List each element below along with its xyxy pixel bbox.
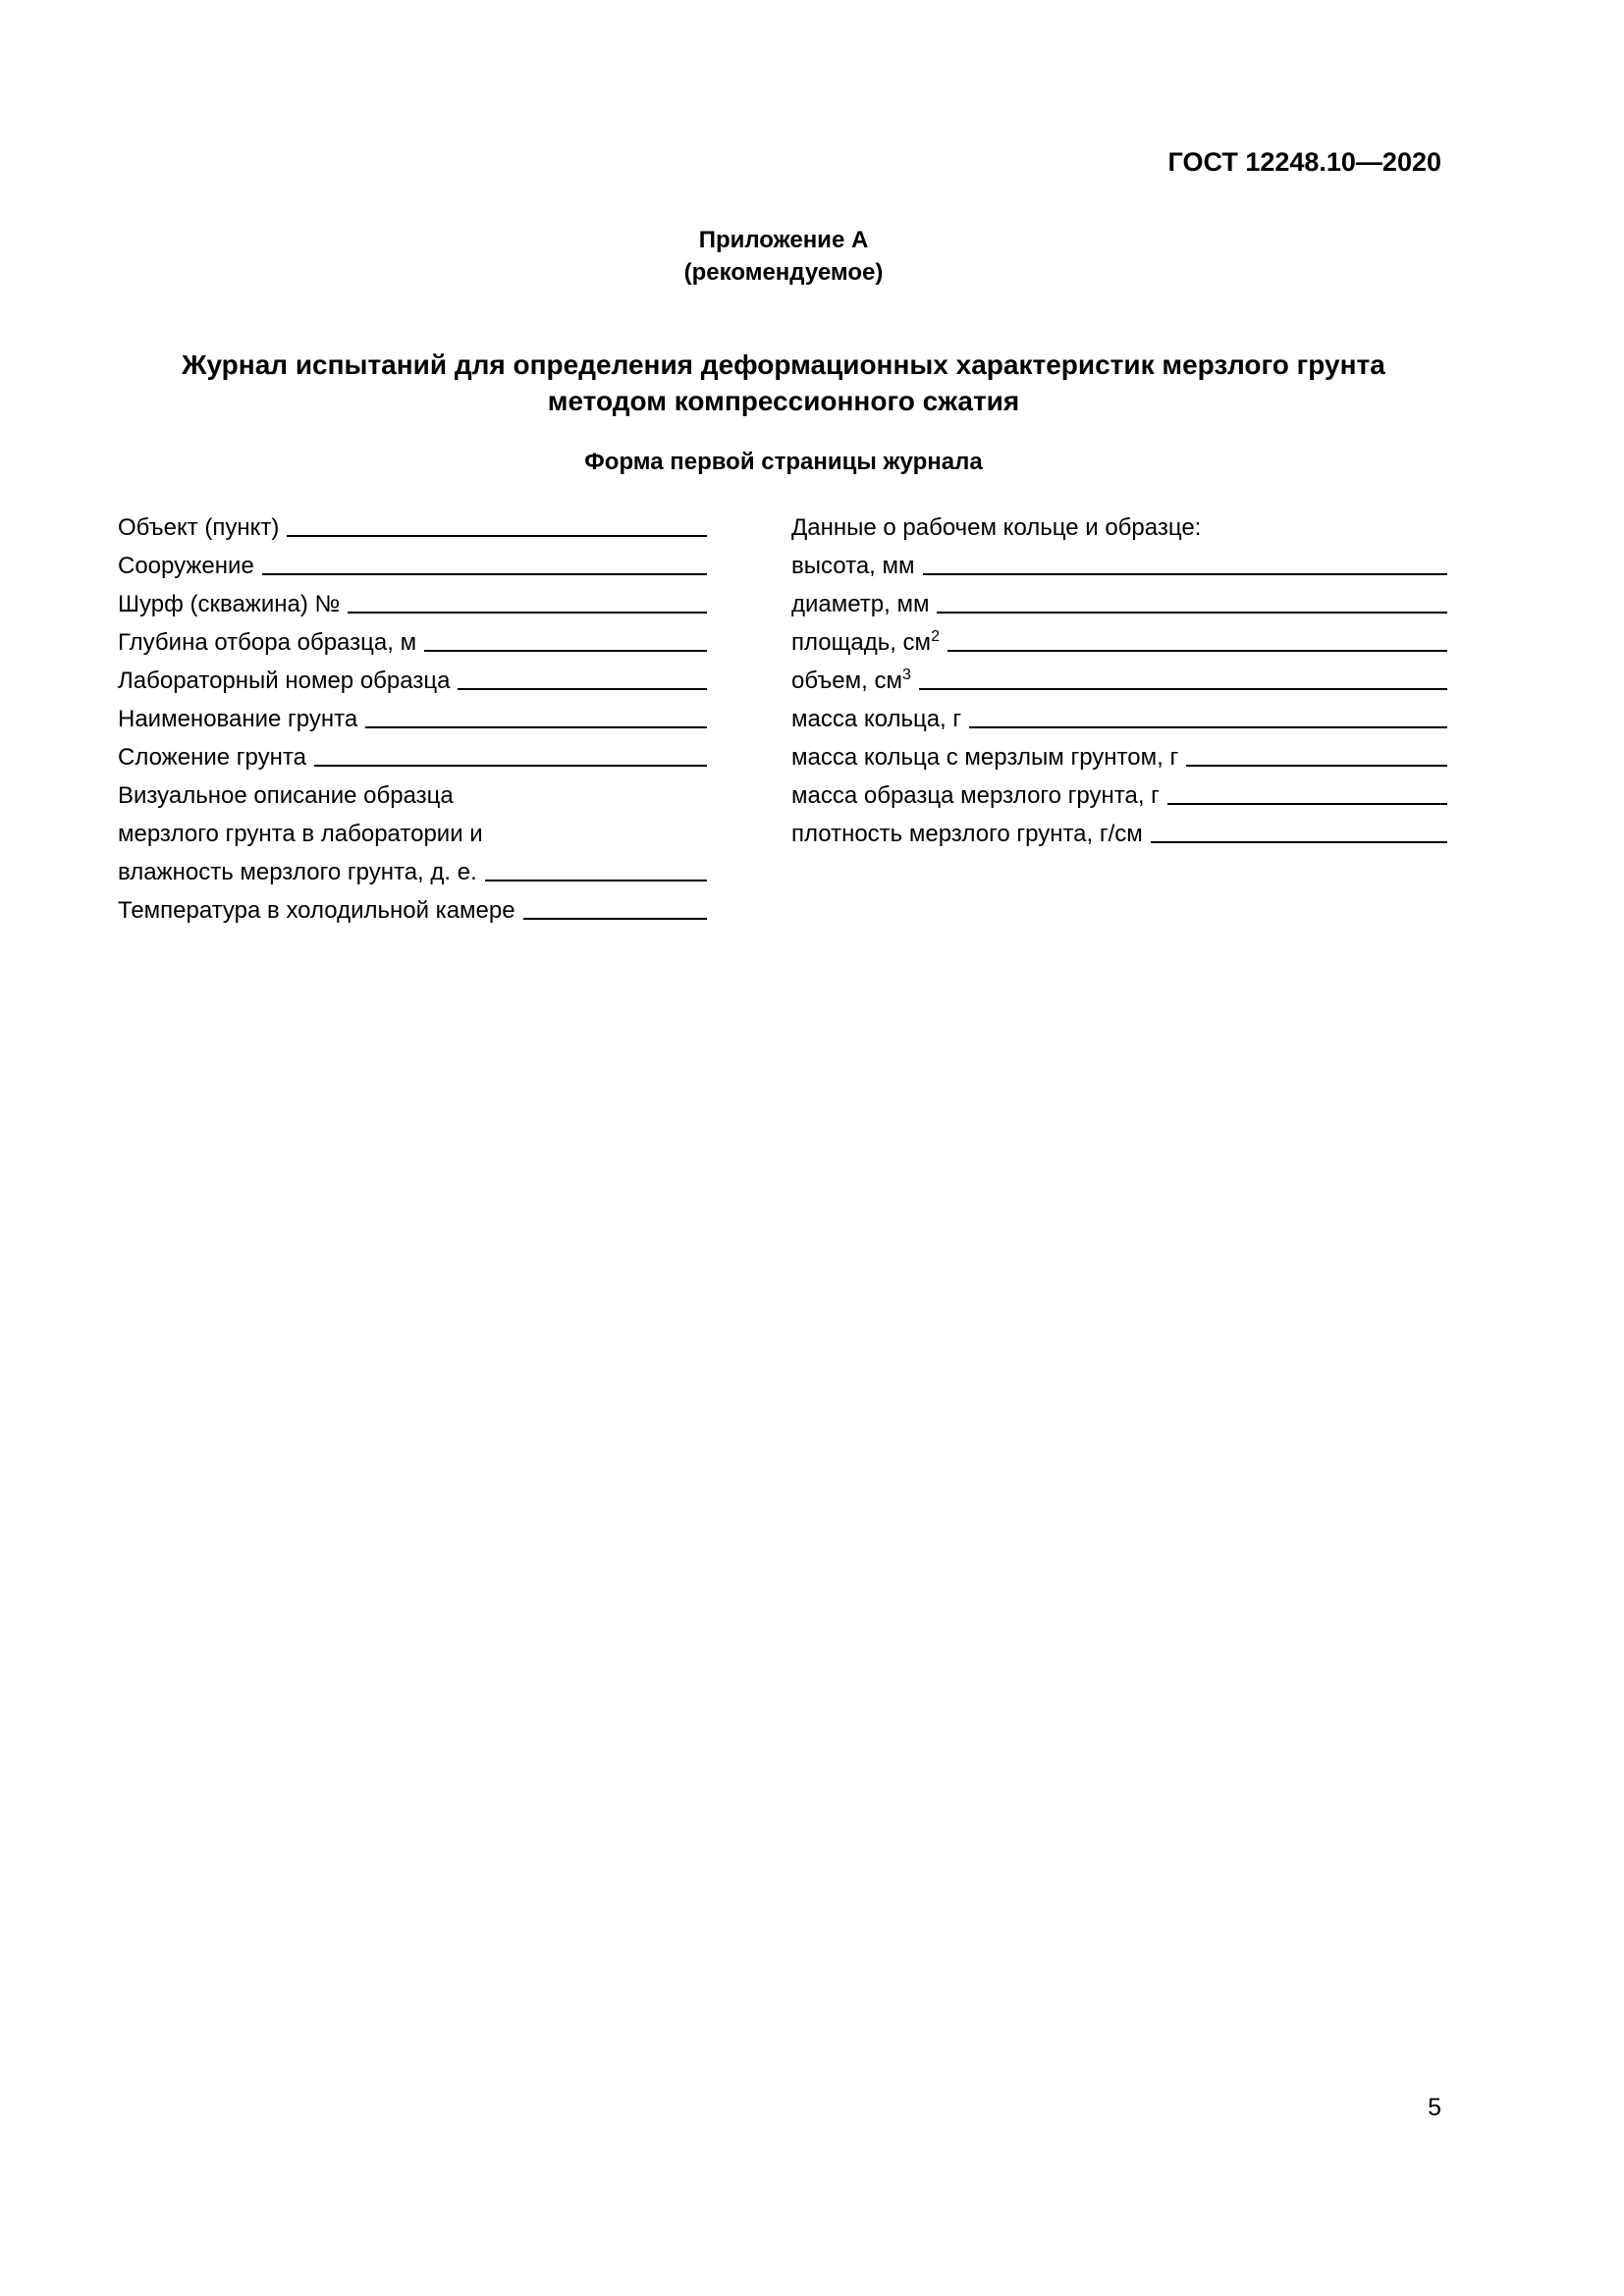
fill-in-line[interactable] bbox=[923, 572, 1448, 575]
field-lab-number bbox=[118, 658, 707, 696]
unit-superscript: 3 bbox=[901, 667, 911, 683]
field-label: Визуальное описание образца bbox=[118, 782, 454, 809]
field-label: Температура в холодильной камере bbox=[118, 897, 515, 924]
field-pit-borehole bbox=[118, 581, 707, 619]
standard-number: ГОСТ 12248.10—2020 bbox=[1167, 147, 1441, 177]
fill-in-line[interactable] bbox=[969, 725, 1447, 728]
field-label: масса кольца с мерзлым грунтом, г bbox=[791, 744, 1179, 771]
field-ring-with-soil-mass bbox=[791, 734, 1447, 773]
fill-in-line[interactable] bbox=[1186, 764, 1447, 767]
field-label: Сооружение bbox=[118, 553, 254, 579]
field-visual-description-line-1 bbox=[118, 773, 707, 811]
document-title-line-1: Журнал испытаний для определения деформационных характеристик мерзлого грунта bbox=[182, 349, 1385, 380]
fill-in-line[interactable] bbox=[523, 917, 707, 920]
field-label bbox=[791, 628, 940, 658]
field-label: плотность мерзлого грунта, г/см bbox=[791, 821, 1143, 847]
field-label: мерзлого грунта в лаборатории и bbox=[118, 821, 483, 847]
field-structure bbox=[118, 543, 707, 581]
field-soil-composition bbox=[118, 734, 707, 773]
field-label: Лабораторный номер образца bbox=[118, 667, 451, 694]
field-label: Данные о рабочем кольце и образце: bbox=[791, 514, 1202, 541]
field-label bbox=[791, 667, 911, 696]
unit-superscript: 2 bbox=[931, 628, 940, 645]
field-label: масса образца мерзлого грунта, г bbox=[791, 782, 1160, 809]
page-number: 5 bbox=[1428, 2094, 1441, 2121]
fill-in-line[interactable] bbox=[365, 725, 707, 728]
field-diameter bbox=[791, 581, 1447, 619]
field-label-text: объем, см bbox=[791, 667, 902, 694]
field-sampling-depth bbox=[118, 619, 707, 658]
fill-in-line[interactable] bbox=[919, 687, 1447, 690]
fill-in-line[interactable] bbox=[348, 611, 707, 614]
field-soil-name bbox=[118, 696, 707, 734]
field-chamber-temperature bbox=[118, 887, 707, 926]
fill-in-line[interactable] bbox=[424, 649, 707, 652]
fill-in-line[interactable] bbox=[947, 649, 1447, 652]
fill-in-line[interactable] bbox=[458, 687, 707, 690]
field-label: влажность мерзлого грунта, д. е. bbox=[118, 859, 477, 885]
left-field-column bbox=[118, 505, 707, 926]
field-label: Глубина отбора образца, м bbox=[118, 629, 417, 656]
field-area bbox=[791, 619, 1447, 658]
ring-data-heading bbox=[791, 505, 1447, 543]
field-label: масса кольца, г bbox=[791, 706, 962, 732]
fill-in-line[interactable] bbox=[287, 534, 707, 537]
field-density bbox=[791, 811, 1447, 849]
field-visual-description-line-2 bbox=[118, 811, 707, 849]
right-field-column bbox=[791, 505, 1447, 849]
document-title bbox=[0, 347, 1567, 419]
annex-title: Приложение А bbox=[698, 227, 869, 253]
field-label: диаметр, мм bbox=[791, 591, 930, 617]
fill-in-line[interactable] bbox=[314, 764, 707, 767]
fill-in-line[interactable] bbox=[262, 572, 707, 575]
field-sample-mass bbox=[791, 773, 1447, 811]
document-title-line-2: методом компрессионного сжатия bbox=[547, 386, 1020, 416]
fill-in-line[interactable] bbox=[1167, 802, 1447, 805]
form-caption: Форма первой страницы журнала bbox=[584, 449, 983, 475]
field-label-text: площадь, см bbox=[791, 629, 932, 656]
field-label: Наименование грунта bbox=[118, 706, 358, 732]
fill-in-line[interactable] bbox=[1151, 840, 1447, 843]
field-label: Шурф (скважина) № bbox=[118, 591, 341, 617]
field-ring-mass bbox=[791, 696, 1447, 734]
field-label: Сложение грунта bbox=[118, 744, 306, 771]
annex-status: (рекомендуемое) bbox=[683, 259, 884, 286]
field-height bbox=[791, 543, 1447, 581]
field-moisture bbox=[118, 849, 707, 887]
field-volume bbox=[791, 658, 1447, 696]
field-label: высота, мм bbox=[791, 553, 915, 579]
fill-in-line[interactable] bbox=[485, 879, 707, 881]
field-object bbox=[118, 505, 707, 543]
fill-in-line[interactable] bbox=[937, 611, 1447, 614]
field-label: Объект (пункт) bbox=[118, 514, 280, 541]
